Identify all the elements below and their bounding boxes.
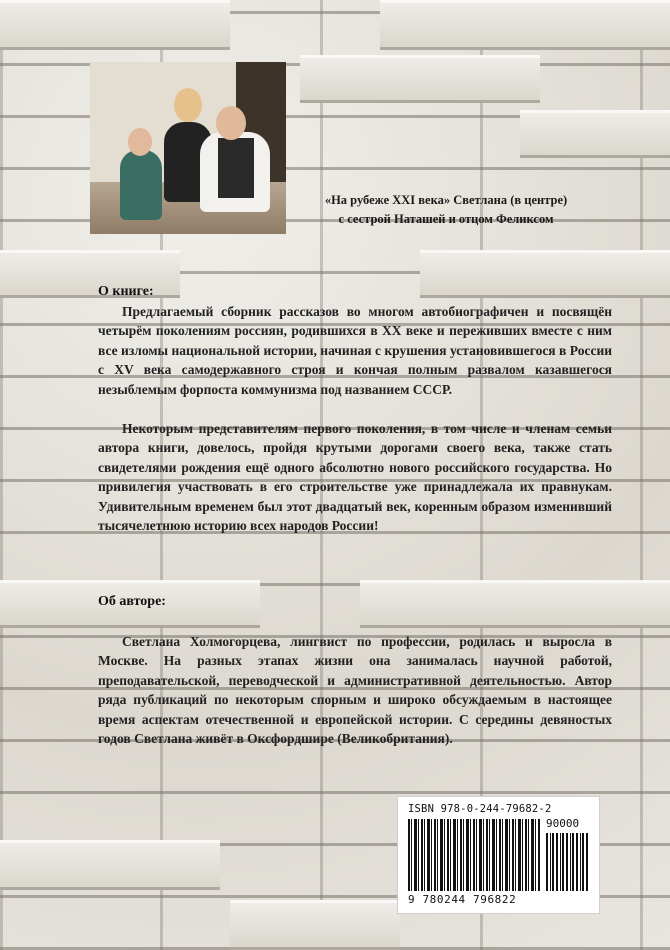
brick (0, 0, 230, 50)
brick (0, 840, 220, 890)
caption-line-1: «На рубеже XXI века» Светлана (в центре) (324, 193, 568, 207)
caption-line-2: с сестрой Наташей и отцом Феликсом (338, 212, 554, 226)
family-photo (90, 62, 286, 234)
barcode-addon-digits: 90000 (546, 817, 580, 830)
brick (420, 250, 670, 298)
photo-caption (296, 191, 596, 229)
about-author-paragraph: Светлана Холмогорцева, лингвист по профессии, родилась и выросла в Москве. На разных этапах жизни она занималась научной работой, преподавательской, переводческой и административной деятельностью. Автор ряда публикаций по некоторым спорным и широко обсуждаемым в настоящее время аспектам отечественной и европейской истории. С середины девяностых годов Светлана живёт в Оксфордшире (Великобритания). (98, 634, 612, 747)
about-author-heading: Об авторе: (98, 594, 166, 609)
isbn-label: ISBN 978-0-244-79682-2 (408, 803, 552, 815)
brick (380, 0, 670, 50)
isbn-barcode (397, 796, 600, 914)
barcode-bars (408, 819, 540, 891)
about-book-heading: О книге: (98, 284, 154, 299)
about-book-paragraph-2: Некоторым представителям первого поколения, в том числе и членам семьи автора книги, довелось, пройдя крутыми дорогами своего века, также стать свидетелями рождения ещё одного абсолютно нового российского государства. Но привилегия участвовать в его строительстве уже принадлежала их правнукам. Удивительным временем был этот двадцатый век, коренным образом изменивший тысячелетнюю историю всех народов России! (98, 421, 612, 534)
brick (360, 580, 670, 628)
brick (230, 900, 400, 950)
barcode-addon-bars (546, 833, 590, 891)
brick (520, 110, 670, 158)
barcode-digits: 9 780244 796822 (408, 893, 517, 906)
brick (300, 55, 540, 103)
about-book-paragraph-1: Предлагаемый сборник рассказов во многом автобиографичен и посвящён четырём поколениям россиян, родившихся в XX веке и переживших вместе с ним все изломы национальной истории, начиная с крушения установившегося в России с XV века самодержавного строя и кончая полным развалом казавшегося незыблемым форпоста коммунизма под названием СССР. (98, 304, 612, 397)
